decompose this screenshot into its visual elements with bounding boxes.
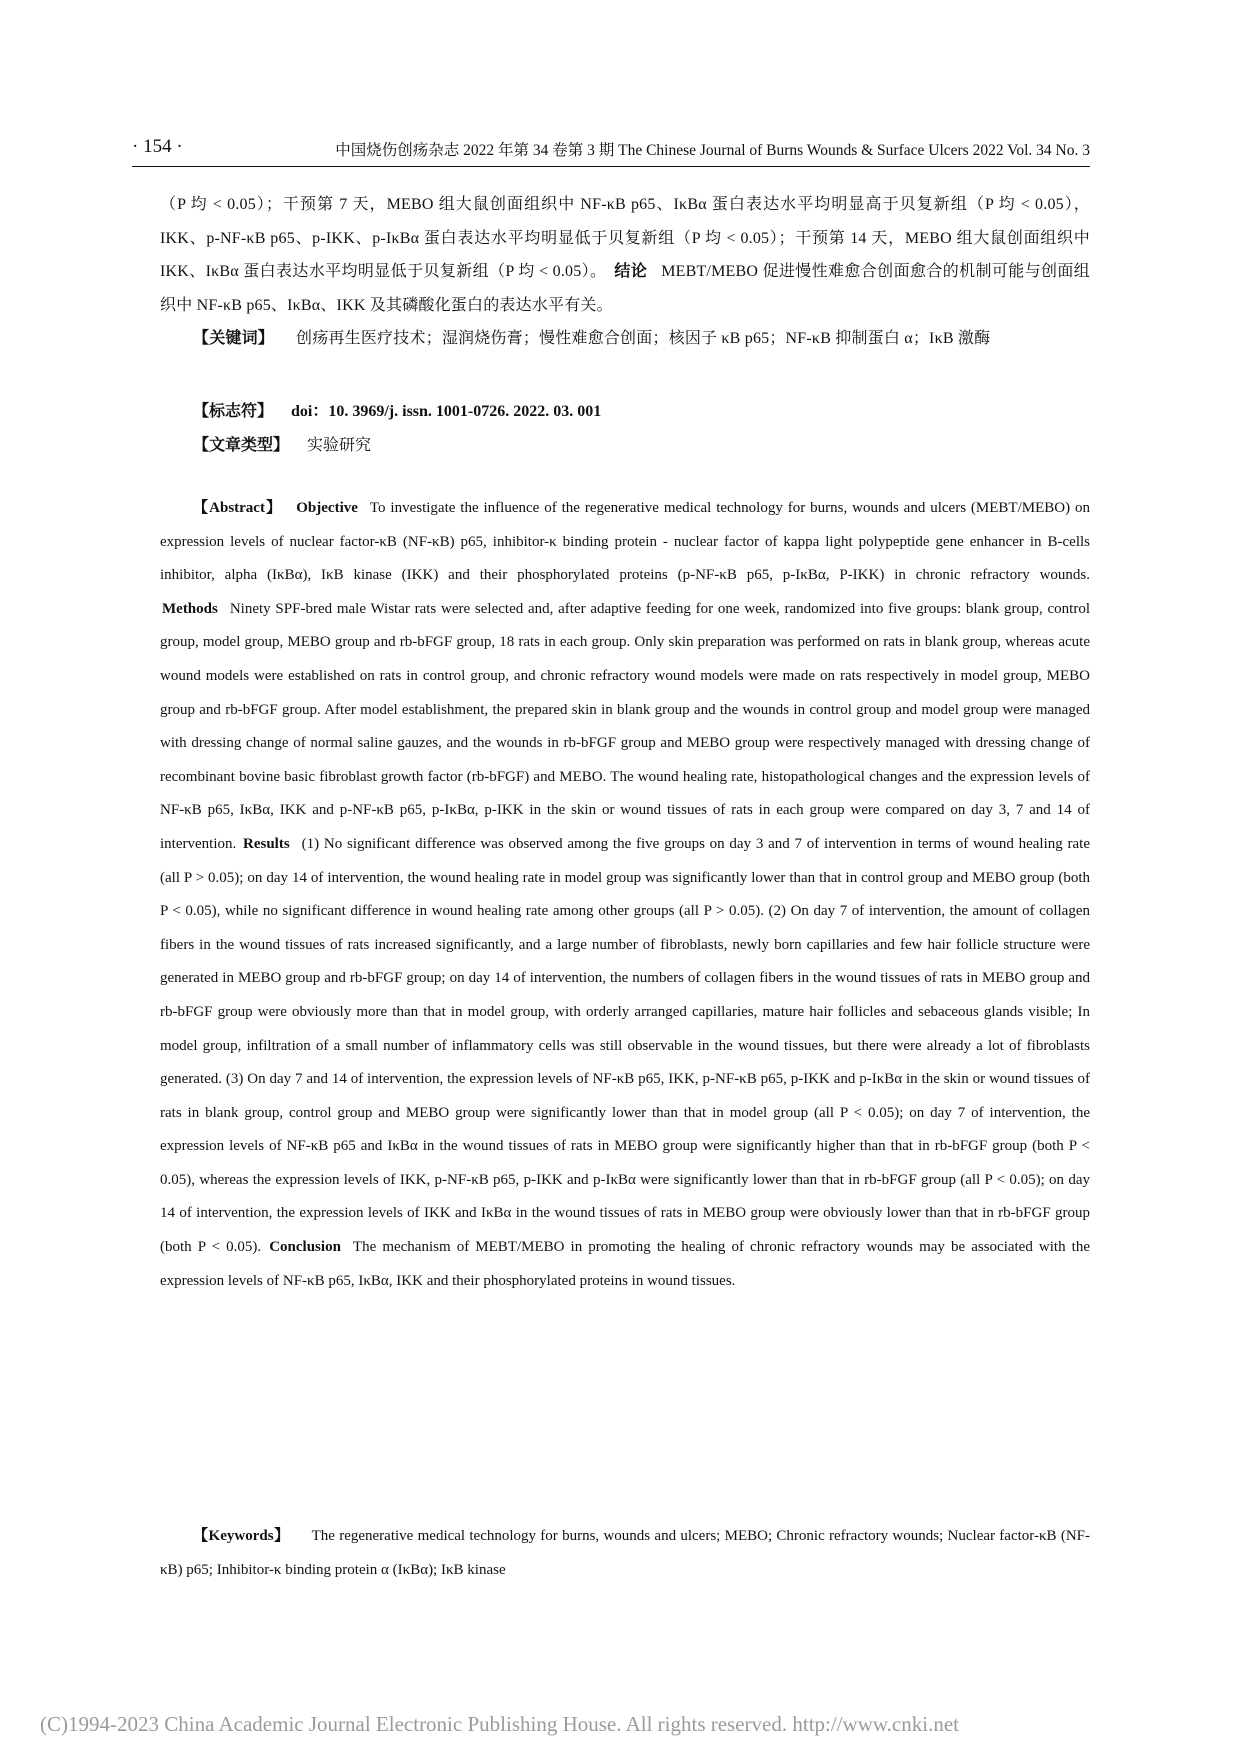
zh-identifier-label: 【标志符】 bbox=[193, 403, 274, 420]
conclusion-label: Conclusion bbox=[269, 1239, 341, 1256]
zh-identifier bbox=[193, 398, 601, 421]
zh-keywords-text: 创疡再生医疗技术；湿润烧伤膏；慢性难愈合创面；核因子 κB p65；NF-κB 抑制蛋白 α；IκB 激酶 bbox=[296, 330, 991, 347]
methods-label: Methods bbox=[162, 600, 218, 617]
page-number: · 154 · bbox=[132, 136, 183, 157]
zh-abstract-continuation bbox=[160, 188, 1090, 322]
keywords-text: The regenerative medical technology for burns, wounds and ulcers; MEBO; Chronic refractory wounds; Nuclear factor-κB (NF-κB) p65; Inhibitor-κ binding protein α (IκBα); IκB kinase bbox=[160, 1528, 1090, 1578]
results-text: (1) No significant difference was observed among the five groups on day 3 and 7 of intervention in terms of wound healing rate (all P > 0.05); on day 14 of intervention, the wound healing rate in model group was significantly lower than that in control group and MEBO group (both P < 0.05), while no significant difference in wound healing rate among other groups (all P > 0.05). (2) On day 7 of intervention, the amount of collagen fibers in the wound tissues of rats increased significantly, and a large number of fibroblasts, newly born capillaries and few hair follicle structure were generated in MEBO group and rb-bFGF group; on day 14 of intervention, the numbers of collagen fibers in the wound tissues of rats in MEBO group and rb-bFGF group were obviously more than that in model group, with orderly arranged capillaries, mature hair follicles and sebaceous glands visible; In model group, infiltration of a small number of inflammatory cells was still observable in the wound tissues, but there were already a lot of fibroblasts generated. (3) On day 7 and 14 of intervention, the expression levels of NF-κB p65, IKK, p-NF-κB p65, p-IKK and p-IκBα in the skin or wound tissues of rats in blank group, control group and MEBO group were significantly lower than that in model group (all P < 0.05); on day 7 of intervention, the expression levels of NF-κB p65 and IκBα in the wound tissues of rats in MEBO group were significantly higher than that in rb-bFGF group (both P < 0.05), whereas the expression levels of IKK, p-NF-κB p65, p-IKK and p-IκBα were significantly lower than that in rb-bFGF group (all P < 0.05); on day 14 of intervention, the expression levels of IKK and IκBα in the wound tissues of rats in MEBO group were obviously lower than that in rb-bFGF group (both P < 0.05). bbox=[160, 835, 1091, 1256]
results-label: Results bbox=[243, 835, 290, 852]
zh-abstract-text: （P 均 < 0.05）；干预第 7 天，MEBO 组大鼠创面组织中 NF-κB p65、IκBα 蛋白表达水平均明显高于贝复新组（P 均 < 0.05），IKK、p-NF-κB p65、p-IKK、p-IκBα 蛋白表达水平均明显低于贝复新组（P 均 < 0.05）；干预第 14 天，MEBO 组大鼠创面组织中 IKK、IκBα 蛋白表达水平均明显低于贝复新组（P 均 < 0.05）。 bbox=[160, 196, 1090, 280]
zh-conclusion-text: MEBT/MEBO 促进慢性难愈合创面愈合的机制可能与创面组织中 NF-κB p65、IκBα、IKK 及其磷酸化蛋白的表达水平有关。 bbox=[160, 263, 1090, 314]
zh-article-type bbox=[193, 432, 371, 455]
methods-text: Ninety SPF-bred male Wistar rats were selected and, after adaptive feeding for one week, randomized into five groups: blank group, control group, model group, MEBO group and rb-bFGF group, 18 rats in each group. Only skin preparation was performed on rats in blank group, whereas acute wound models were established on rats in control group, and chronic refractory wound models were made on rats respectively in model group, MEBO group and rb-bFGF group. After model establishment, the prepared skin in blank group and the wounds in control group and model group were managed with dressing change of normal saline gauzes, and the wounds in rb-bFGF group and MEBO group were respectively managed with dressing change of recombinant bovine basic fibroblast growth factor (rb-bFGF) and MEBO. The wound healing rate, histopathological changes and the expression levels of NF-κB p65, IκBα, IKK and p-NF-κB p65, p-IκBα, p-IKK in the skin or wound tissues of rats in each group were compared on day 3, 7 and 14 of intervention. bbox=[160, 600, 1090, 852]
conclusion-text: The mechanism of MEBT/MEBO in promoting the healing of chronic refractory wounds may be associated with the expression levels of NF-κB p65, IκBα, IKK and their phosphorylated proteins in wound tissues. bbox=[160, 1239, 1090, 1289]
zh-keywords bbox=[160, 322, 1090, 356]
zh-conclusion-label: 结论 bbox=[614, 263, 648, 280]
doi-text: doi：10. 3969/j. issn. 1001-0726. 2022. 03. 001 bbox=[291, 403, 602, 420]
running-header bbox=[132, 136, 1090, 166]
english-abstract bbox=[160, 492, 1090, 1298]
objective-text: To investigate the influence of the regenerative medical technology for burns, wounds and ulcers (MEBT/MEBO) on expression levels of nuclear factor-κB (NF-κB) p65, inhibitor-κ binding protein - nuclear factor of kappa light polypeptide gene enhancer in B-cells inhibitor, alpha (IκBα), IκB kinase (IKK) and their phosphorylated proteins (p-NF-κB p65, p-IκBα, P-IKK) in chronic refractory wounds. bbox=[160, 500, 1090, 584]
objective-label: Objective bbox=[296, 500, 358, 516]
zh-keywords-label: 【关键词】 bbox=[193, 330, 275, 347]
copyright-footer: (C)1994-2023 China Academic Journal Electronic Publishing House. All rights reserved. http://www.cnki.net bbox=[40, 1712, 959, 1736]
journal-citation: 中国烧伤创疡杂志 2022 年第 34 卷第 3 期 The Chinese Journal of Burns Wounds & Surface Ulcers 2022 Vol. 34 No. 3 bbox=[335, 142, 1090, 159]
abstract-label: 【Abstract】 bbox=[193, 500, 283, 516]
zh-article-type-label: 【文章类型】 bbox=[193, 437, 290, 454]
english-keywords bbox=[160, 1520, 1090, 1587]
zh-article-type-text: 实验研究 bbox=[307, 437, 372, 454]
header-rule bbox=[132, 166, 1090, 167]
keywords-label: 【Keywords】 bbox=[193, 1528, 290, 1544]
